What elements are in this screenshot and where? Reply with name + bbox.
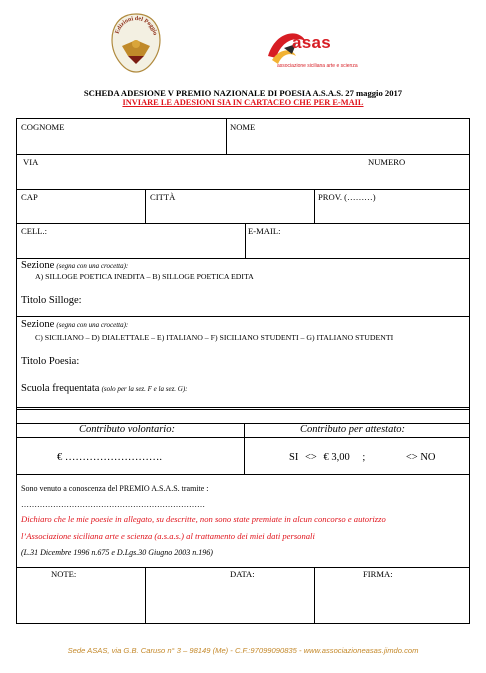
firma-field[interactable]: FIRMA: (363, 569, 393, 579)
contributo-volontario-amount[interactable]: € ………………………. (57, 452, 162, 463)
contributo-attestato-label: Contributo per attestato: (300, 424, 405, 435)
asas-brand-text: asas (292, 33, 332, 52)
divider (145, 189, 146, 223)
source-answer-field[interactable]: …………………………………………………………… (21, 500, 205, 509)
divider (17, 154, 469, 155)
divider (314, 189, 315, 223)
section2-label: Sezione (21, 319, 55, 330)
divider (17, 474, 469, 475)
divider (17, 223, 469, 224)
declaration-line2: l’Associazione siciliana arte e scienza (a.s.a.s.) al trattamento dei miei dati personali (21, 531, 315, 541)
separator: ; (362, 452, 366, 463)
titolo-silloge-field[interactable]: Titolo Silloge: (21, 295, 82, 306)
no-option-label: NO (420, 452, 436, 463)
law-reference: (L.31 Dicembre 1996 n.675 e D.Lgs.30 Giugno 2003 n.196) (21, 548, 213, 557)
divider (244, 423, 245, 474)
form-subtitle: INVIARE LE ADESIONI SIA IN CARTACEO CHE PER E-MAIL (122, 98, 364, 107)
divider (17, 409, 469, 410)
edizioni-del-poggio-logo (108, 12, 164, 74)
numero-field[interactable]: NUMERO (368, 157, 406, 167)
asas-brand-subtitle: associazione siciliana arte e scienza (277, 63, 358, 69)
citta-field[interactable]: CITTÀ (150, 192, 176, 202)
divider (17, 407, 469, 408)
source-question: Sono venuto a conoscenza del PREMIO A.S.A.S. tramite : (21, 484, 209, 493)
note-field[interactable]: NOTE: (51, 569, 77, 579)
via-field[interactable]: VIA (23, 157, 39, 167)
attestato-amount: € 3,00 (323, 452, 350, 463)
scuola-hint: (solo per la sez. F e la sez. G): (101, 385, 188, 393)
si-option-label: SI (289, 452, 299, 463)
email-field[interactable]: E-MAIL: (248, 226, 281, 236)
titolo-poesia-field[interactable]: Titolo Poesia: (21, 356, 80, 367)
provincia-field[interactable]: PROV. (………) (318, 192, 376, 202)
cell-field[interactable]: CELL.: (21, 226, 48, 236)
cap-field[interactable]: CAP (21, 192, 38, 202)
divider (17, 437, 469, 438)
divider (17, 567, 469, 568)
nome-field[interactable]: NOME (230, 122, 256, 132)
declaration-line1: Dichiaro che le mie poesie in allegato, su descritte, non sono state premiate in alcun concorso e autorizzo (21, 514, 386, 524)
application-form (16, 118, 470, 624)
section2-options[interactable]: C) SICILIANO – D) DIALETTALE – E) ITALIANO – F) SICILIANO STUDENTI – G) ITALIANO STUDENTI (35, 333, 394, 342)
si-checkbox[interactable]: <> (304, 452, 317, 463)
no-checkbox[interactable]: <> (405, 452, 418, 463)
divider (226, 119, 227, 154)
section1-label: Sezione (21, 260, 55, 271)
svg-text:Edizioni del Poggio: Edizioni del Poggio (114, 15, 158, 36)
divider (245, 223, 246, 258)
cognome-field[interactable]: COGNOME (21, 122, 65, 132)
divider (17, 316, 469, 317)
section2-hint: (segna con una crocetta): (56, 321, 129, 329)
divider (145, 567, 146, 624)
section1-hint: (segna con una crocetta): (56, 262, 129, 270)
divider (17, 189, 469, 190)
attestato-options (289, 452, 436, 463)
divider (314, 567, 315, 624)
contributo-volontario-label: Contributo volontario: (79, 424, 175, 435)
form-title: SCHEDA ADESIONE V PREMIO NAZIONALE DI POESIA A.S.A.S. 27 maggio 2017 (83, 88, 403, 98)
footer-address: Sede ASAS, via G.B. Caruso n° 3 – 98149 (Me) - C.F.:97099090835 - www.associazioneasas.jimdo.com (67, 646, 419, 655)
divider (17, 258, 469, 259)
scuola-field[interactable]: Scuola frequentata (21, 383, 100, 394)
section1-options[interactable]: A) SILLOGE POETICA INEDITA – B) SILLOGE POETICA EDITA (35, 272, 254, 281)
data-field[interactable]: DATA: (230, 569, 255, 579)
